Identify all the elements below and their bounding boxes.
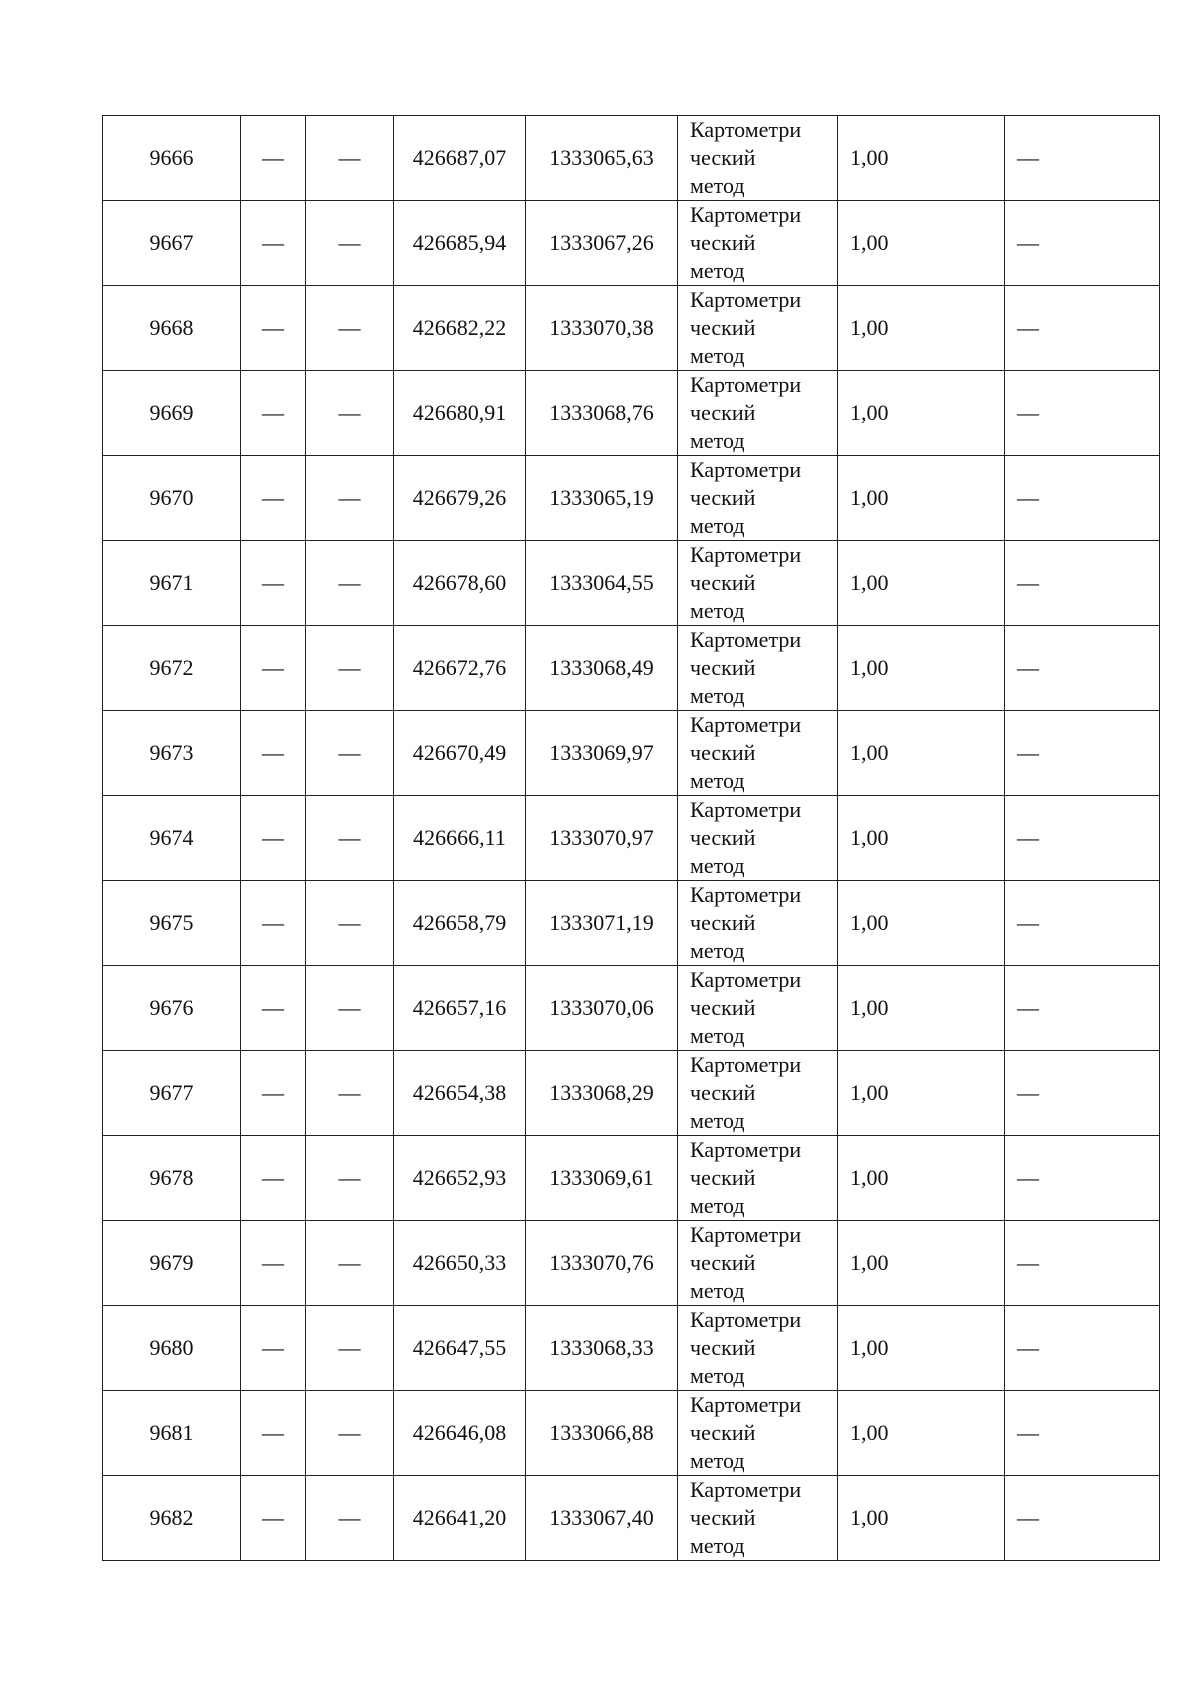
accuracy-cell: 1,00 bbox=[838, 1221, 1005, 1306]
table-row bbox=[103, 711, 1160, 796]
method-text-line: Картометри bbox=[690, 202, 802, 227]
method-cell bbox=[678, 116, 838, 201]
y-coordinate-cell: 1333064,55 bbox=[526, 541, 678, 626]
point-number-cell: 9675 bbox=[103, 881, 241, 966]
empty-dash-cell: — bbox=[306, 286, 394, 371]
method-text-line: метод bbox=[690, 853, 745, 878]
method-text-line: Картометри bbox=[690, 1222, 802, 1247]
empty-dash-cell: — bbox=[241, 116, 306, 201]
method-text-line: метод bbox=[690, 343, 745, 368]
method-text-line: Картометри bbox=[690, 1392, 802, 1417]
method-text-line: Картометри bbox=[690, 542, 802, 567]
table-row bbox=[103, 966, 1160, 1051]
empty-dash-cell: — bbox=[306, 1221, 394, 1306]
empty-dash-cell: — bbox=[241, 541, 306, 626]
empty-dash-cell: — bbox=[241, 1136, 306, 1221]
point-number-cell: 9679 bbox=[103, 1221, 241, 1306]
empty-dash-cell: — bbox=[1005, 286, 1160, 371]
accuracy-cell: 1,00 bbox=[838, 456, 1005, 541]
y-coordinate-cell: 1333068,49 bbox=[526, 626, 678, 711]
y-coordinate-cell: 1333067,26 bbox=[526, 201, 678, 286]
method-text-line: Картометри bbox=[690, 627, 802, 652]
empty-dash-cell: — bbox=[1005, 966, 1160, 1051]
x-coordinate-cell: 426672,76 bbox=[394, 626, 526, 711]
empty-dash-cell: — bbox=[306, 1306, 394, 1391]
empty-dash-cell: — bbox=[241, 1051, 306, 1136]
method-text-line: метод bbox=[690, 1023, 745, 1048]
empty-dash-cell: — bbox=[306, 626, 394, 711]
x-coordinate-cell: 426678,60 bbox=[394, 541, 526, 626]
method-cell bbox=[678, 286, 838, 371]
point-number-cell: 9681 bbox=[103, 1391, 241, 1476]
point-number-cell: 9671 bbox=[103, 541, 241, 626]
method-text-line: Картометри bbox=[690, 882, 802, 907]
point-number-cell: 9676 bbox=[103, 966, 241, 1051]
method-text-line: метод bbox=[690, 1278, 745, 1303]
method-text-line: метод bbox=[690, 1193, 745, 1218]
empty-dash-cell: — bbox=[1005, 1306, 1160, 1391]
accuracy-cell: 1,00 bbox=[838, 541, 1005, 626]
empty-dash-cell: — bbox=[1005, 1391, 1160, 1476]
method-text-line: метод bbox=[690, 768, 745, 793]
method-cell bbox=[678, 1051, 838, 1136]
x-coordinate-cell: 426646,08 bbox=[394, 1391, 526, 1476]
method-text-line: метод bbox=[690, 1533, 745, 1558]
method-text-line: ческий bbox=[690, 1420, 756, 1445]
empty-dash-cell: — bbox=[1005, 711, 1160, 796]
x-coordinate-cell: 426641,20 bbox=[394, 1476, 526, 1561]
method-text-line: метод bbox=[690, 1108, 745, 1133]
method-text-line: Картометри bbox=[690, 372, 802, 397]
empty-dash-cell: — bbox=[241, 1391, 306, 1476]
method-text-line: Картометри bbox=[690, 1052, 802, 1077]
method-text-line: метод bbox=[690, 938, 745, 963]
method-text-line: Картометри bbox=[690, 457, 802, 482]
empty-dash-cell: — bbox=[1005, 1221, 1160, 1306]
x-coordinate-cell: 426680,91 bbox=[394, 371, 526, 456]
empty-dash-cell: — bbox=[241, 1306, 306, 1391]
empty-dash-cell: — bbox=[306, 796, 394, 881]
method-cell bbox=[678, 1136, 838, 1221]
x-coordinate-cell: 426682,22 bbox=[394, 286, 526, 371]
y-coordinate-cell: 1333068,33 bbox=[526, 1306, 678, 1391]
empty-dash-cell: — bbox=[1005, 881, 1160, 966]
method-text-line: Картометри bbox=[690, 117, 802, 142]
method-text-line: ческий bbox=[690, 740, 756, 765]
empty-dash-cell: — bbox=[1005, 371, 1160, 456]
method-cell bbox=[678, 456, 838, 541]
method-text-line: ческий bbox=[690, 1250, 756, 1275]
method-text-line: метод bbox=[690, 1363, 745, 1388]
table-row bbox=[103, 796, 1160, 881]
y-coordinate-cell: 1333070,76 bbox=[526, 1221, 678, 1306]
method-cell bbox=[678, 371, 838, 456]
y-coordinate-cell: 1333069,61 bbox=[526, 1136, 678, 1221]
y-coordinate-cell: 1333068,76 bbox=[526, 371, 678, 456]
method-text-line: метод bbox=[690, 683, 745, 708]
accuracy-cell: 1,00 bbox=[838, 1051, 1005, 1136]
table-row bbox=[103, 116, 1160, 201]
empty-dash-cell: — bbox=[241, 371, 306, 456]
table-row bbox=[103, 1391, 1160, 1476]
method-text-line: Картометри bbox=[690, 287, 802, 312]
empty-dash-cell: — bbox=[1005, 1051, 1160, 1136]
y-coordinate-cell: 1333066,88 bbox=[526, 1391, 678, 1476]
point-number-cell: 9669 bbox=[103, 371, 241, 456]
method-text-line: ческий bbox=[690, 825, 756, 850]
y-coordinate-cell: 1333071,19 bbox=[526, 881, 678, 966]
empty-dash-cell: — bbox=[306, 1476, 394, 1561]
accuracy-cell: 1,00 bbox=[838, 881, 1005, 966]
table-row bbox=[103, 1051, 1160, 1136]
table-body bbox=[103, 116, 1160, 1561]
empty-dash-cell: — bbox=[306, 1051, 394, 1136]
method-text-line: ческий bbox=[690, 315, 756, 340]
accuracy-cell: 1,00 bbox=[838, 711, 1005, 796]
method-cell bbox=[678, 966, 838, 1051]
empty-dash-cell: — bbox=[306, 966, 394, 1051]
method-text-line: Картометри bbox=[690, 1477, 802, 1502]
point-number-cell: 9680 bbox=[103, 1306, 241, 1391]
method-cell bbox=[678, 626, 838, 711]
empty-dash-cell: — bbox=[306, 1136, 394, 1221]
method-cell bbox=[678, 1221, 838, 1306]
point-number-cell: 9674 bbox=[103, 796, 241, 881]
method-text-line: ческий bbox=[690, 995, 756, 1020]
empty-dash-cell: — bbox=[1005, 116, 1160, 201]
accuracy-cell: 1,00 bbox=[838, 1476, 1005, 1561]
y-coordinate-cell: 1333070,06 bbox=[526, 966, 678, 1051]
point-number-cell: 9677 bbox=[103, 1051, 241, 1136]
x-coordinate-cell: 426670,49 bbox=[394, 711, 526, 796]
coordinates-table bbox=[102, 115, 1160, 1561]
method-text-line: Картометри bbox=[690, 712, 802, 737]
x-coordinate-cell: 426652,93 bbox=[394, 1136, 526, 1221]
x-coordinate-cell: 426657,16 bbox=[394, 966, 526, 1051]
point-number-cell: 9682 bbox=[103, 1476, 241, 1561]
table-row bbox=[103, 541, 1160, 626]
y-coordinate-cell: 1333065,19 bbox=[526, 456, 678, 541]
point-number-cell: 9668 bbox=[103, 286, 241, 371]
method-text-line: Картометри bbox=[690, 967, 802, 992]
table-row bbox=[103, 1136, 1160, 1221]
table-row bbox=[103, 1306, 1160, 1391]
table-row bbox=[103, 881, 1160, 966]
accuracy-cell: 1,00 bbox=[838, 1136, 1005, 1221]
method-text-line: ческий bbox=[690, 485, 756, 510]
empty-dash-cell: — bbox=[241, 881, 306, 966]
empty-dash-cell: — bbox=[1005, 201, 1160, 286]
empty-dash-cell: — bbox=[241, 796, 306, 881]
empty-dash-cell: — bbox=[306, 881, 394, 966]
empty-dash-cell: — bbox=[241, 456, 306, 541]
method-text-line: метод bbox=[690, 1448, 745, 1473]
accuracy-cell: 1,00 bbox=[838, 116, 1005, 201]
empty-dash-cell: — bbox=[241, 711, 306, 796]
empty-dash-cell: — bbox=[241, 1476, 306, 1561]
y-coordinate-cell: 1333070,97 bbox=[526, 796, 678, 881]
empty-dash-cell: — bbox=[241, 1221, 306, 1306]
method-text-line: метод bbox=[690, 173, 745, 198]
y-coordinate-cell: 1333070,38 bbox=[526, 286, 678, 371]
y-coordinate-cell: 1333069,97 bbox=[526, 711, 678, 796]
empty-dash-cell: — bbox=[1005, 1136, 1160, 1221]
method-text-line: ческий bbox=[690, 570, 756, 595]
method-text-line: Картометри bbox=[690, 797, 802, 822]
empty-dash-cell: — bbox=[1005, 1476, 1160, 1561]
empty-dash-cell: — bbox=[1005, 626, 1160, 711]
x-coordinate-cell: 426650,33 bbox=[394, 1221, 526, 1306]
empty-dash-cell: — bbox=[1005, 541, 1160, 626]
method-text-line: метод bbox=[690, 258, 745, 283]
point-number-cell: 9666 bbox=[103, 116, 241, 201]
x-coordinate-cell: 426658,79 bbox=[394, 881, 526, 966]
method-text-line: ческий bbox=[690, 145, 756, 170]
x-coordinate-cell: 426647,55 bbox=[394, 1306, 526, 1391]
table-row bbox=[103, 456, 1160, 541]
accuracy-cell: 1,00 bbox=[838, 1306, 1005, 1391]
empty-dash-cell: — bbox=[306, 1391, 394, 1476]
accuracy-cell: 1,00 bbox=[838, 626, 1005, 711]
x-coordinate-cell: 426654,38 bbox=[394, 1051, 526, 1136]
x-coordinate-cell: 426666,11 bbox=[394, 796, 526, 881]
x-coordinate-cell: 426687,07 bbox=[394, 116, 526, 201]
empty-dash-cell: — bbox=[241, 286, 306, 371]
method-cell bbox=[678, 1306, 838, 1391]
method-text-line: метод bbox=[690, 598, 745, 623]
table-row bbox=[103, 1221, 1160, 1306]
empty-dash-cell: — bbox=[306, 201, 394, 286]
method-cell bbox=[678, 881, 838, 966]
y-coordinate-cell: 1333065,63 bbox=[526, 116, 678, 201]
method-text-line: ческий bbox=[690, 1080, 756, 1105]
method-text-line: метод bbox=[690, 513, 745, 538]
method-text-line: Картометри bbox=[690, 1307, 802, 1332]
accuracy-cell: 1,00 bbox=[838, 966, 1005, 1051]
empty-dash-cell: — bbox=[306, 116, 394, 201]
empty-dash-cell: — bbox=[241, 201, 306, 286]
empty-dash-cell: — bbox=[1005, 456, 1160, 541]
point-number-cell: 9670 bbox=[103, 456, 241, 541]
empty-dash-cell: — bbox=[306, 541, 394, 626]
empty-dash-cell: — bbox=[241, 626, 306, 711]
method-text-line: ческий bbox=[690, 910, 756, 935]
table-row bbox=[103, 201, 1160, 286]
empty-dash-cell: — bbox=[306, 371, 394, 456]
x-coordinate-cell: 426679,26 bbox=[394, 456, 526, 541]
method-text-line: ческий bbox=[690, 1335, 756, 1360]
y-coordinate-cell: 1333068,29 bbox=[526, 1051, 678, 1136]
table-row bbox=[103, 286, 1160, 371]
point-number-cell: 9667 bbox=[103, 201, 241, 286]
method-text-line: Картометри bbox=[690, 1137, 802, 1162]
accuracy-cell: 1,00 bbox=[838, 371, 1005, 456]
method-cell bbox=[678, 796, 838, 881]
point-number-cell: 9673 bbox=[103, 711, 241, 796]
accuracy-cell: 1,00 bbox=[838, 286, 1005, 371]
method-text-line: ческий bbox=[690, 1165, 756, 1190]
method-cell bbox=[678, 1476, 838, 1561]
method-text-line: метод bbox=[690, 428, 745, 453]
table-row bbox=[103, 626, 1160, 711]
point-number-cell: 9672 bbox=[103, 626, 241, 711]
empty-dash-cell: — bbox=[306, 456, 394, 541]
method-cell bbox=[678, 541, 838, 626]
empty-dash-cell: — bbox=[241, 966, 306, 1051]
method-text-line: ческий bbox=[690, 1505, 756, 1530]
y-coordinate-cell: 1333067,40 bbox=[526, 1476, 678, 1561]
method-cell bbox=[678, 201, 838, 286]
method-text-line: ческий bbox=[690, 655, 756, 680]
method-text-line: ческий bbox=[690, 230, 756, 255]
table-row bbox=[103, 371, 1160, 456]
accuracy-cell: 1,00 bbox=[838, 1391, 1005, 1476]
method-cell bbox=[678, 711, 838, 796]
method-text-line: ческий bbox=[690, 400, 756, 425]
empty-dash-cell: — bbox=[306, 711, 394, 796]
method-cell bbox=[678, 1391, 838, 1476]
accuracy-cell: 1,00 bbox=[838, 796, 1005, 881]
table-row bbox=[103, 1476, 1160, 1561]
empty-dash-cell: — bbox=[1005, 796, 1160, 881]
point-number-cell: 9678 bbox=[103, 1136, 241, 1221]
x-coordinate-cell: 426685,94 bbox=[394, 201, 526, 286]
accuracy-cell: 1,00 bbox=[838, 201, 1005, 286]
